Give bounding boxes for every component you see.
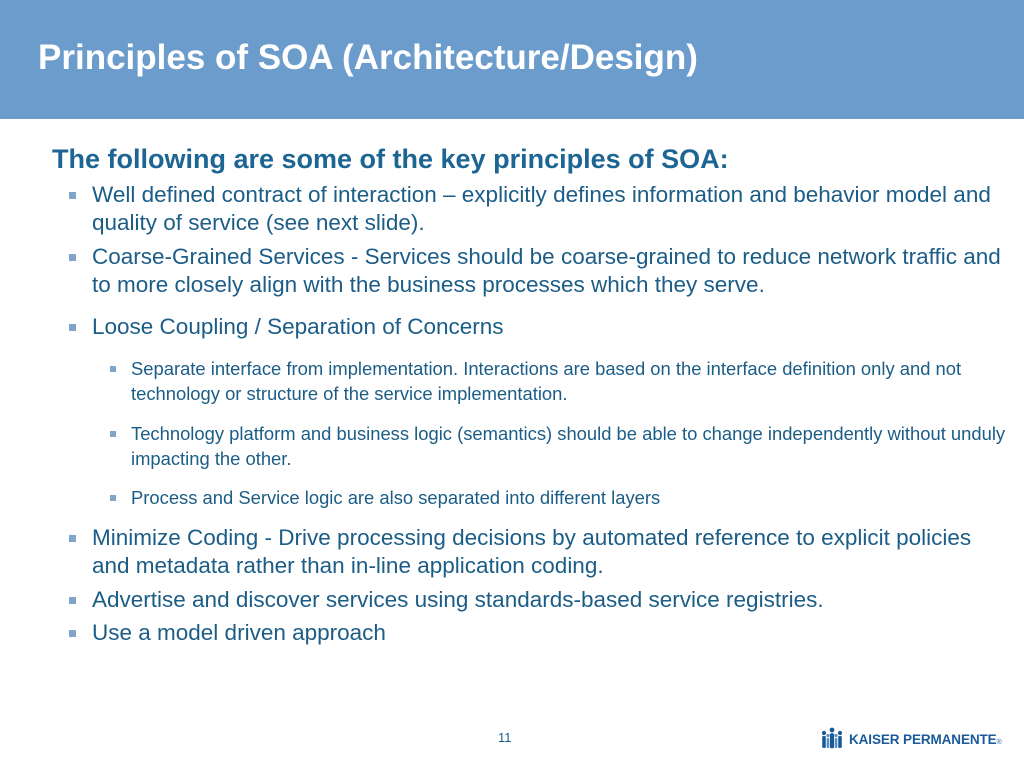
- bullet-item: [52, 181, 1012, 237]
- sub-bullet-item: [52, 421, 1012, 471]
- square-bullet-icon: [69, 324, 76, 331]
- bullet-text: Minimize Coding - Drive processing decisions by automated reference to explicit policies and metadata rather than in-line application coding.: [92, 525, 972, 578]
- sub-bullet-text: Process and Service logic are also separated into different layers: [131, 487, 661, 508]
- bullet-text: Well defined contract of interaction – explicitly defines information and behavior model and quality of service (see next slide).: [92, 182, 991, 235]
- intro-heading: The following are some of the key principles of SOA:: [52, 144, 729, 174]
- kaiser-permanente-logo: [819, 726, 1002, 752]
- bullet-item: [52, 586, 1012, 614]
- bullet-item: [52, 313, 1012, 341]
- square-bullet-icon: [69, 630, 76, 637]
- page-number: 11: [498, 730, 512, 745]
- slide-content: [52, 140, 1012, 647]
- square-bullet-icon: [110, 431, 116, 437]
- sub-bullet-text: Technology platform and business logic (semantics) should be able to change independently without unduly impacting the other.: [131, 423, 1006, 469]
- logo-wordmark: KAISER PERMANENTE: [849, 731, 997, 747]
- bullet-text: Loose Coupling / Separation of Concerns: [92, 314, 504, 339]
- bullet-list: [52, 181, 1012, 341]
- bullet-item: [52, 619, 1012, 647]
- square-bullet-icon: [110, 366, 116, 372]
- bullet-text: Coarse-Grained Services - Services should be coarse-grained to reduce network traffic and to more closely align with the business processes which they serve.: [92, 244, 1001, 297]
- square-bullet-icon: [69, 597, 76, 604]
- bullet-list: [52, 524, 1012, 647]
- square-bullet-icon: [69, 535, 76, 542]
- square-bullet-icon: [110, 495, 116, 501]
- square-bullet-icon: [69, 192, 76, 199]
- kaiser-figures-logo-icon: [819, 727, 845, 751]
- registered-mark: ®: [996, 738, 1002, 746]
- bullet-item: [52, 524, 1012, 580]
- bullet-item: [52, 243, 1012, 299]
- slide-title: Principles of SOA (Architecture/Design): [38, 38, 698, 77]
- sub-bullet-text: Separate interface from implementation. Interactions are based on the interface definition only and not technology or structure of the service implementation.: [131, 358, 962, 404]
- bullet-text: Use a model driven approach: [92, 620, 386, 645]
- sub-bullet-item: [52, 485, 1012, 510]
- square-bullet-icon: [69, 254, 76, 261]
- sub-bullet-list: [52, 356, 1012, 510]
- sub-bullet-item: [52, 356, 1012, 406]
- bullet-text: Advertise and discover services using standards-based service registries.: [92, 587, 824, 612]
- logo-text: [849, 732, 1002, 747]
